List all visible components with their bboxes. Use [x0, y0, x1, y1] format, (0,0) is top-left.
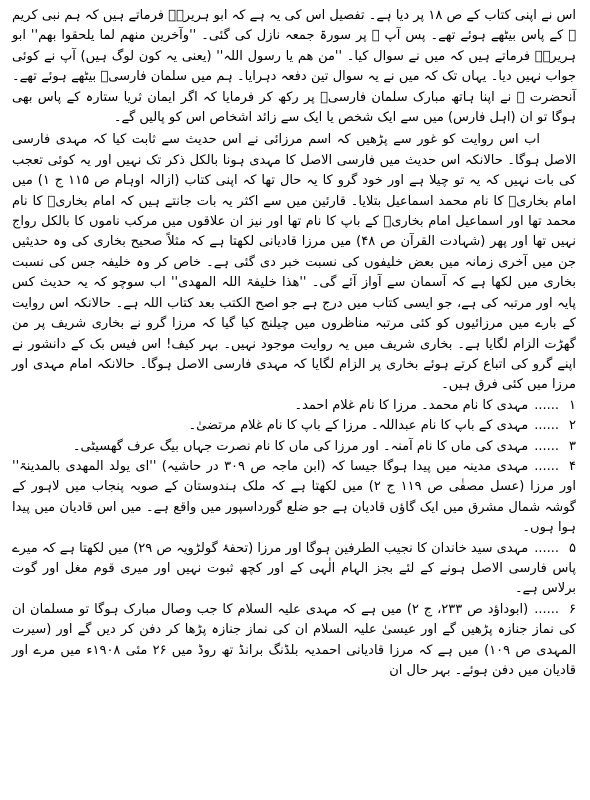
paragraph-hadith-narration: اس نے اپنی کتاب کے ص ۱۸ پر دیا ہے۔ تفصیل اس کی یہ ہے کہ ابو ہریرہؓ فرماتے ہیں کہ ہم نبی کریم ﷺ کے پاس بیٹھے ہوئے تھے۔ پس آپ ﷺ پر سورۃ جمعہ نازل کی گئی۔ ''وآخرین منھم لما یلحقوا بھم'' ابو ہریرہؓ فرماتے ہیں کہ میں نے سوال کیا۔ ''من ھم یا رسول اللہ'' (یعنی یہ کون لوگ ہیں) آپ نے کوئی جواب نہیں دیا۔ یہاں تک کہ میں نے یہ سوال تین دفعہ دہرایا۔ ہم میں سلمان فارسیؓ بیٹھے ہوئے تھے۔ آنحضرت ﷺ نے اپنا ہاتھ مبارک سلمان فارسیؓ پر رکھ کر فرمایا کہ اگر ایمان ثریا ستارہ کے پاس بھی ہوگا تو ان (اہل فارس) میں سے ایک شخص یا ایک سے زائد اشخاص اس کو پالیں گے۔	[12, 8, 576, 126]
list-item	[12, 539, 576, 600]
list-item	[12, 416, 576, 436]
list-item-number: ۴	[569, 458, 576, 474]
list-item-dots: ......	[534, 601, 560, 617]
list-item-dots: ......	[534, 438, 560, 454]
list-item-dots: ......	[534, 418, 560, 434]
list-item-dots: ......	[534, 458, 560, 474]
list-item-dots: ......	[534, 397, 560, 413]
list-item	[12, 396, 576, 416]
list-item-number: ۱	[569, 397, 576, 413]
list-item-text: (ابوداؤد ص ۲۳۳، ج ۲) میں ہے کہ مہدی علیہ السلام کا جب وصال مبارک ہوگا تو مسلمان ان کی نماز جنازہ پڑھیں گے اور عیسیٰ علیہ السلام ان کی نماز جنازہ پڑھا کر دفن کر دیں گے اور (سیرت المہدی ص ۱۰۹) میں ہے کہ مرزا قادیانی احمدیہ بلڈنگ برانڈ تھ روڈ میں ۲۶ مئی ۱۹۰۸ء میں مرے اور قادیان میں دفن ہوئے۔ بہر حال ان	[12, 601, 576, 678]
list-item	[12, 437, 576, 457]
list-item-number: ۳	[569, 438, 576, 454]
list-item-number: ۶	[569, 601, 577, 617]
list-item-text: مہدی سید خاندان کا نجیب الطرفین ہوگا اور مرزا (تحفۂ گولڑویہ ص ۲۹) میں لکھتا ہے کہ میرے پاس فارسی الاصل ہونے کے لئے بجز الہام الٰہی کے اور کچھ ثبوت نہیں اور میری قوم مغل اور گوت برلاس ہے۔	[12, 540, 576, 597]
list-item-number: ۲	[569, 418, 576, 434]
paragraph-commentary: اب اس روایت کو غور سے پڑھیں کہ اسم مرزائی نے اس حدیث سے ثابت کیا کہ مہدی فارسی الاصل ہوگا۔ حالانکہ اس حدیث میں فارسی الاصل کا مہدی ہونا بالکل ذکر تک نہیں اور یہ کوئی تعجب کی بات نہیں کہ یہ تو چیلا ہے اور خود گرو کا یہ حال تھا کہ اپنی کتاب (ازالہ اوہام ص ۱۱۵ ج ۱) میں امام بخاریؒ کا نام محمد اسماعیل بتلایا۔ قارئین میں سے اکثر یہ بات جانتے ہیں کہ امام بخاریؒ کا نام محمد تھا اور اسماعیل امام بخاریؒ کے باپ کا نام تھا اور نیز ان علاقوں میں مرکب ناموں کا بالکل رواج نہیں تھا اور پھر (شہادت القرآن ص ۴۸) میں مرزا قادیانی لکھتا ہے کہ مثلاً صحیح بخاری کی وہ حدیثیں جن میں آخری زمانہ میں بعض خلیفوں کی نسبت خبر دی گئی ہے۔ خاص کر وہ خلیفہ جس کی نسبت بخاری میں لکھا ہے کہ آسمان سے آواز آئے گی۔ ''ھذا خلیفۃ اللہ المھدی'' اب سوچو کہ یہ حدیث کس پایہ اور مرتبہ کی ہے، جو ایسی کتاب میں درج ہے جو اصح الکتب بعد کتاب اللہ ہے۔ حالانکہ اس روایت کے بارے میں مرزائیوں کو کئی مرتبہ مناظروں میں چیلنج کیا گیا کہ مرزا گرو نے بخاری شریف پر من گھڑت الزام لگایا ہے۔ بخاری شریف میں یہ روایت موجود نہیں۔ بہر کیف! اس فیس بک کے دانشور نے اپنے گرو کی اتباع کرتے ہوئے بخاری پر الزام لگایا کہ مہدی فارسی الاصل ہوگا۔ حالانکہ امام مہدی اور مرزا میں کئی فرق ہیں۔	[12, 132, 576, 393]
list-item-text: مہدی مدینہ میں پیدا ہوگا جیسا کہ (ابن ماجہ ص ۳۰۹ در حاشیہ) ''ای یولد المھدی بالمدینۃ'' اور مرزا (عسل مصفٰی ص ۱۱۹ ج ۲) میں لکھتا ہے کہ ملک ہندوستان کے صوبہ پنجاب میں لاہور کے گوشہ شمال مشرق میں ایک گاؤں قادیان ہے جو ضلع گورداسپور میں واقع ہے۔ میں اس قادیان میں پیدا ہوا ہوں۔	[12, 458, 576, 536]
differences-list	[12, 396, 576, 682]
list-item	[12, 600, 576, 682]
list-item-number: ۵	[569, 540, 577, 556]
list-item	[12, 457, 576, 539]
list-item-dots: ......	[534, 540, 560, 556]
list-item-text: مہدی کا نام محمد۔ مرزا کا نام غلام احمد۔	[294, 397, 529, 413]
list-item-text: مہدی کی ماں کا نام آمنہ۔ اور مرزا کی ماں کا نام نصرت جہاں بیگ عرف گھسیٹی۔	[72, 438, 529, 454]
list-item-text: مہدی کے باپ کا نام عبداللہ۔ مرزا کے باپ کا نام غلام مرتضیٰ۔	[188, 418, 529, 434]
